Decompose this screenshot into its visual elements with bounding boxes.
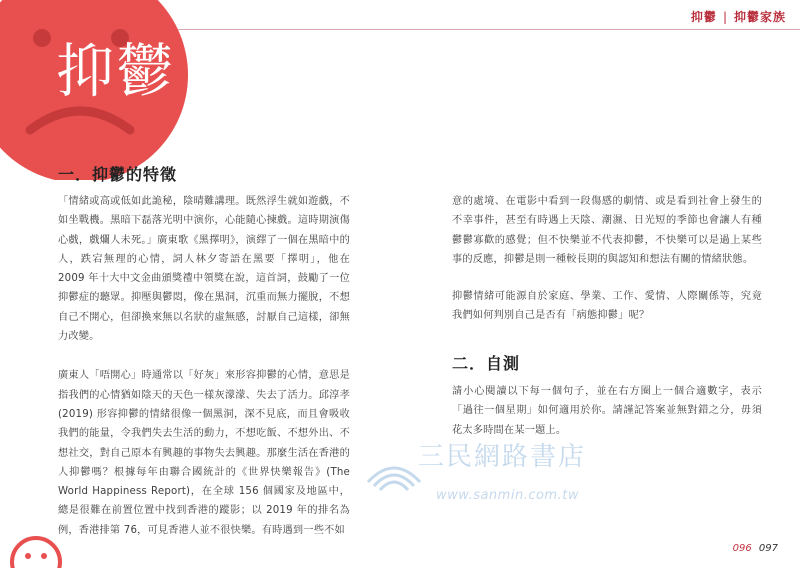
paragraph: 意的處境、在電影中看到一段傷感的劇情、或是看到社會上發生的不幸事件，甚至有時遇上天陰、潮濕、日光短的季節也會讓人有種鬱鬱寡歡的感覺；但不快樂並不代表抑鬱，不快樂可以是過上某些事的反應，抑鬱是則一種較長期的與認知和想法有關的情緒狀態。: [452, 196, 762, 265]
chapter-title: 抑鬱: [56, 37, 177, 105]
watermark-url: www.sanmin.com.tw: [436, 488, 579, 503]
paragraph: 抑鬱情緒可能源自於家庭、學業、工作、愛情、人際關係等，究竟我們如何判別自己是否有「病態抑鬱」呢？: [452, 291, 762, 322]
running-header: [691, 8, 786, 25]
sad-face-small-icon: [8, 534, 64, 568]
watermark-logo-icon: [364, 452, 424, 498]
paragraph: 請小心閱讀以下每一個句子，並在右方圈上一個合適數字，表示「過往一個星期」如何適用於你。請謹記答案並無對錯之分，毋須花太多時間在某一題上。: [452, 386, 762, 436]
left-column: [58, 192, 350, 540]
page-numbers: [733, 543, 778, 554]
watermark: [364, 432, 604, 520]
header-subsection: 抑鬱家族: [733, 10, 786, 24]
watermark-title: 三民網路書店: [418, 442, 587, 472]
section-2-body: [452, 382, 762, 440]
paragraph: 「情緒或高或低如此詭秘，陰晴難講理。既然浮生就如遊戲，不如坐戰機。黑暗下磊落光明中演你，心能隨心揀戲。這時期演傷心戲，戲爛人未死。」廣東歌《黑擇明》，演繹了一個在黑暗中的人，跌宕無理的心情，詞人林夕寄語在黑要「擇明」，他在 2009 年十大中文金曲頒獎禮中領獎在說，這首詞，鼓勵了一位抑鬱症的聽眾。抑壓與鬱悶，像在黑洞，沉重而無力擺脫，不想自己不開心，但卻換來無以名狀的虛無感，討厭自己這樣，卻無力改變。: [58, 196, 350, 343]
section-1-title: 一．抑鬱的特徵: [58, 165, 178, 184]
header-section: 抑鬱: [690, 10, 717, 24]
paragraph: 廣東人「唔開心」時通常以「好灰」來形容抑鬱的心情，意思是指我們的心情猶如陰天的天色一樣灰濛濛、失去了活力。邱淳孝 (2019) 形容抑鬱的情緒很像一個黑洞，深不見底，而且會吸收我們的能量，令我們失去生活的動力，不想吃飯、不想外出、不想社交，對自己原本有興趣的事物失去興趣。那麼生活在香港的人抑鬱嗎？根據每年由聯合國統計的《世界快樂報告》(The World Happiness Report)，在全球 156 個國家及地區中，總是很難在前置位置中找到香港的蹤影；以 2019 年的排名為例，香港排第 76，可見香港人並不很快樂。有時遇到一些不如: [58, 370, 350, 536]
page-number-right: 097: [758, 543, 778, 554]
section-2-title: 二．自測: [452, 354, 521, 373]
right-column: [452, 192, 762, 326]
page-number-left: 096: [732, 543, 752, 554]
header-separator: |: [722, 9, 728, 24]
